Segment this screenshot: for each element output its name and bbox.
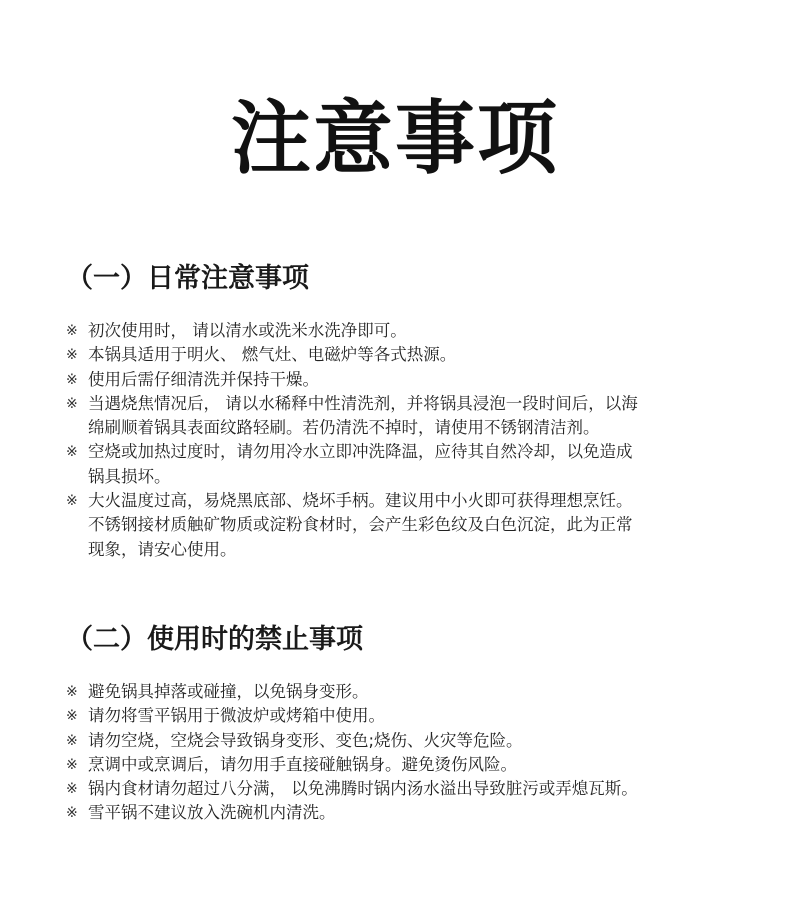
section-daily-precautions <box>66 259 766 562</box>
item-text-line: 锅具损坏。 <box>88 466 171 486</box>
item-text-line: 锅内食材请勿超过八分满， 以免沸腾时锅内汤水溢出导致脏污或弄熄瓦斯。 <box>88 779 638 799</box>
precaution-list <box>66 319 766 562</box>
list-item <box>66 704 766 728</box>
item-text-line: 空烧或加热过度时，请勿用冷水立即冲洗降温，应待其自然冷却，以免造成 <box>88 442 633 462</box>
reference-mark-icon: ※ <box>66 684 78 700</box>
list-item <box>66 343 766 367</box>
list-item <box>66 319 766 343</box>
list-item <box>66 729 766 753</box>
reference-mark-icon: ※ <box>66 323 78 339</box>
item-text-line: 不锈钢接材质触矿物质或淀粉食材时，会产生彩色纹及白色沉淀，此为正常 <box>88 515 633 535</box>
list-item <box>66 753 766 777</box>
item-text-line: 现象，请安心使用。 <box>88 539 237 559</box>
item-text-line: 请勿将雪平锅用于微波炉或烤箱中使用。 <box>88 706 385 726</box>
list-item <box>66 489 766 562</box>
list-item <box>66 801 766 825</box>
item-text-line: 使用后需仔细清洗并保持干燥。 <box>88 369 319 389</box>
prohibition-list <box>66 680 766 826</box>
item-text-line: 烹调中或烹调后，请勿用手直接碰触锅身。避免烫伤风险。 <box>88 754 517 774</box>
item-text-line: 避免锅具掉落或碰撞，以免锅身变形。 <box>88 682 369 701</box>
list-item <box>66 392 766 441</box>
item-text-line: 雪平锅不建议放入洗碗机内清洗。 <box>88 803 336 823</box>
reference-mark-icon: ※ <box>66 493 78 510</box>
reference-mark-icon: ※ <box>66 756 78 773</box>
reference-mark-icon: ※ <box>66 371 78 388</box>
section-prohibited-usage <box>66 620 766 826</box>
reference-mark-icon: ※ <box>66 395 78 412</box>
reference-mark-icon: ※ <box>66 444 78 461</box>
item-text-line: 当遇烧焦情况后， 请以水稀释中性清洗剂，并将锅具浸泡一段时间后，以海 <box>88 393 638 413</box>
item-text-line: 请勿空烧，空烧会导致锅身变形、变色;烧伤、火灾等危险。 <box>88 730 523 750</box>
list-item <box>66 440 766 489</box>
reference-mark-icon: ※ <box>66 732 78 749</box>
item-text-line: 本锅具适用于明火、 燃气灶、电磁炉等各式热源。 <box>88 345 457 365</box>
item-text-line: 绵刷顺着锅具表面纹路轻刷。若仍清洗不掉时，请使用不锈钢清洁剂。 <box>88 418 600 438</box>
list-item <box>66 777 766 801</box>
section-heading: （一）日常注意事项 <box>66 263 309 294</box>
section-heading: （二）使用时的禁止事项 <box>66 624 363 655</box>
reference-mark-icon: ※ <box>66 805 78 822</box>
item-text-line: 初次使用时， 请以清水或洗米水洗净即可。 <box>88 321 407 340</box>
item-text-line: 大火温度过高，易烧黑底部、烧坏手柄。建议用中小火即可获得理想烹饪。 <box>88 491 633 511</box>
list-item <box>66 680 766 704</box>
reference-mark-icon: ※ <box>66 347 78 364</box>
reference-mark-icon: ※ <box>66 708 78 725</box>
list-item <box>66 368 766 392</box>
reference-mark-icon: ※ <box>66 781 78 798</box>
page-title: 注意事项 <box>231 92 559 185</box>
